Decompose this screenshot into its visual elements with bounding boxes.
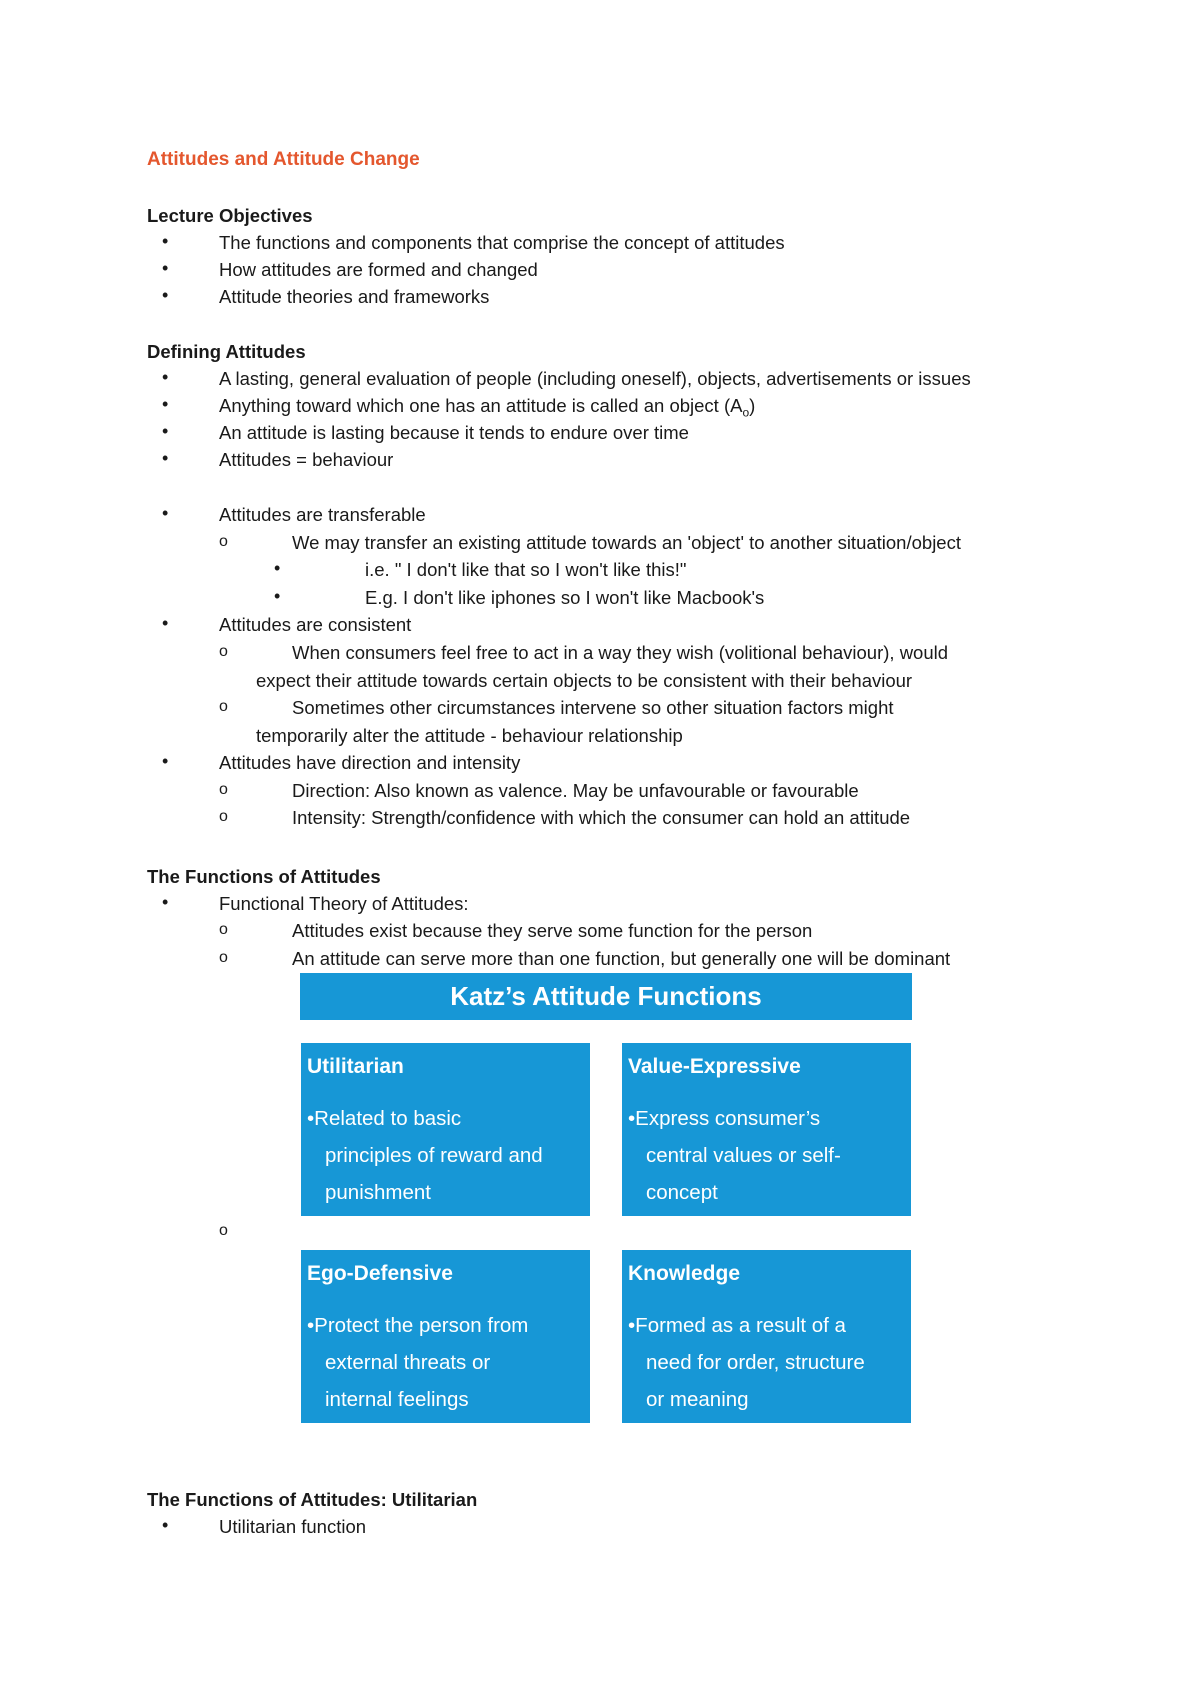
- box-body: [628, 1100, 906, 1211]
- utilitarian-box: [301, 1043, 590, 1216]
- box-line: or meaning: [646, 1388, 749, 1411]
- box-line: internal feelings: [325, 1388, 469, 1411]
- bullet-icon: •: [162, 1515, 169, 1535]
- list-item: A lasting, general evaluation of people (including oneself), objects, advertisements or issues: [219, 368, 971, 389]
- list-item: Functional Theory of Attitudes:: [219, 893, 469, 914]
- circle-bullet-icon: o: [219, 643, 228, 660]
- box-body: [307, 1100, 585, 1211]
- box-title: Value-Expressive: [628, 1055, 801, 1078]
- box-line: external threats or: [325, 1351, 491, 1374]
- list-item: Attitudes have direction and intensity: [219, 752, 521, 773]
- value-expressive-box: [622, 1043, 911, 1216]
- section-heading-defining: Defining Attitudes: [147, 341, 306, 362]
- diagram-header: Katz’s Attitude Functions: [300, 973, 912, 1020]
- circle-bullet-icon: o: [219, 808, 228, 825]
- object-definition-text: Anything toward which one has an attitude is called an object (A: [219, 395, 743, 416]
- bullet-icon: •: [274, 558, 281, 578]
- section-heading-objectives: Lecture Objectives: [147, 205, 313, 226]
- box-line: •Protect the person from: [307, 1314, 529, 1337]
- ego-defensive-box: [301, 1250, 590, 1423]
- box-body: [307, 1307, 585, 1418]
- sub-sub-list-item: E.g. I don't like iphones so I won't like Macbook's: [365, 587, 765, 608]
- box-line: concept: [646, 1181, 718, 1204]
- list-item: The functions and components that comprise the concept of attitudes: [219, 232, 785, 253]
- box-line: punishment: [325, 1181, 431, 1204]
- bullet-icon: •: [162, 503, 169, 523]
- sub-list-item: Attitudes exist because they serve some function for the person: [292, 920, 813, 941]
- list-item: How attitudes are formed and changed: [219, 259, 538, 280]
- list-item: Attitude theories and frameworks: [219, 286, 490, 307]
- box-line: •Formed as a result of a: [628, 1314, 846, 1337]
- circle-bullet-icon: o: [219, 949, 228, 966]
- circle-bullet-icon: o: [219, 921, 228, 938]
- bullet-icon: •: [162, 367, 169, 387]
- bullet-icon: •: [162, 751, 169, 771]
- sub-list-item: Direction: Also known as valence. May be unfavourable or favourable: [292, 780, 859, 801]
- knowledge-box: [622, 1250, 911, 1423]
- circle-bullet-icon: o: [219, 1222, 228, 1239]
- circle-bullet-icon: o: [219, 698, 228, 715]
- list-item: [219, 395, 755, 424]
- sub-sub-list-item: i.e. " I don't like that so I won't like this!": [365, 559, 687, 580]
- bullet-icon: •: [162, 231, 169, 251]
- list-item: Attitudes = behaviour: [219, 449, 394, 470]
- sub-list-item: An attitude can serve more than one function, but generally one will be dominant: [292, 948, 951, 969]
- list-item: An attitude is lasting because it tends to endure over time: [219, 422, 689, 443]
- box-line: central values or self-: [646, 1144, 841, 1167]
- bullet-icon: •: [162, 285, 169, 305]
- object-paren: ): [749, 395, 756, 416]
- box-title: Utilitarian: [307, 1055, 404, 1078]
- list-item: Attitudes are transferable: [219, 504, 426, 525]
- bullet-icon: •: [162, 421, 169, 441]
- document-title: Attitudes and Attitude Change: [147, 149, 420, 170]
- box-title: Knowledge: [628, 1262, 741, 1285]
- sub-list-item-continued: temporarily alter the attitude - behaviour relationship: [256, 725, 683, 746]
- bullet-icon: •: [162, 258, 169, 278]
- box-line: need for order, structure: [646, 1351, 865, 1374]
- box-body: [628, 1307, 906, 1418]
- bullet-icon: •: [162, 394, 169, 414]
- bullet-icon: •: [162, 448, 169, 468]
- sub-list-item: We may transfer an existing attitude towards an 'object' to another situation/object: [292, 532, 961, 553]
- bullet-icon: •: [162, 613, 169, 633]
- list-item: Attitudes are consistent: [219, 614, 412, 635]
- box-line: •Express consumer’s: [628, 1107, 821, 1130]
- list-item: Utilitarian function: [219, 1516, 367, 1537]
- bullet-icon: •: [162, 892, 169, 912]
- katz-functions-diagram: [300, 973, 912, 1425]
- box-line: •Related to basic: [307, 1107, 462, 1130]
- section-heading-utilitarian: The Functions of Attitudes: Utilitarian: [147, 1489, 478, 1510]
- sub-list-item-continued: expect their attitude towards certain objects to be consistent with their behaviour: [256, 670, 913, 691]
- section-heading-functions: The Functions of Attitudes: [147, 866, 381, 887]
- circle-bullet-icon: o: [219, 781, 228, 798]
- object-subscript: o: [742, 405, 750, 420]
- sub-list-item: Sometimes other circumstances intervene so other situation factors might: [292, 697, 894, 718]
- bullet-icon: •: [274, 586, 281, 606]
- box-title: Ego-Defensive: [307, 1262, 453, 1285]
- sub-list-item: When consumers feel free to act in a way they wish (volitional behaviour), would: [292, 642, 949, 663]
- circle-bullet-icon: o: [219, 533, 228, 550]
- box-line: principles of reward and: [325, 1144, 543, 1167]
- sub-list-item: Intensity: Strength/confidence with which the consumer can hold an attitude: [292, 807, 911, 828]
